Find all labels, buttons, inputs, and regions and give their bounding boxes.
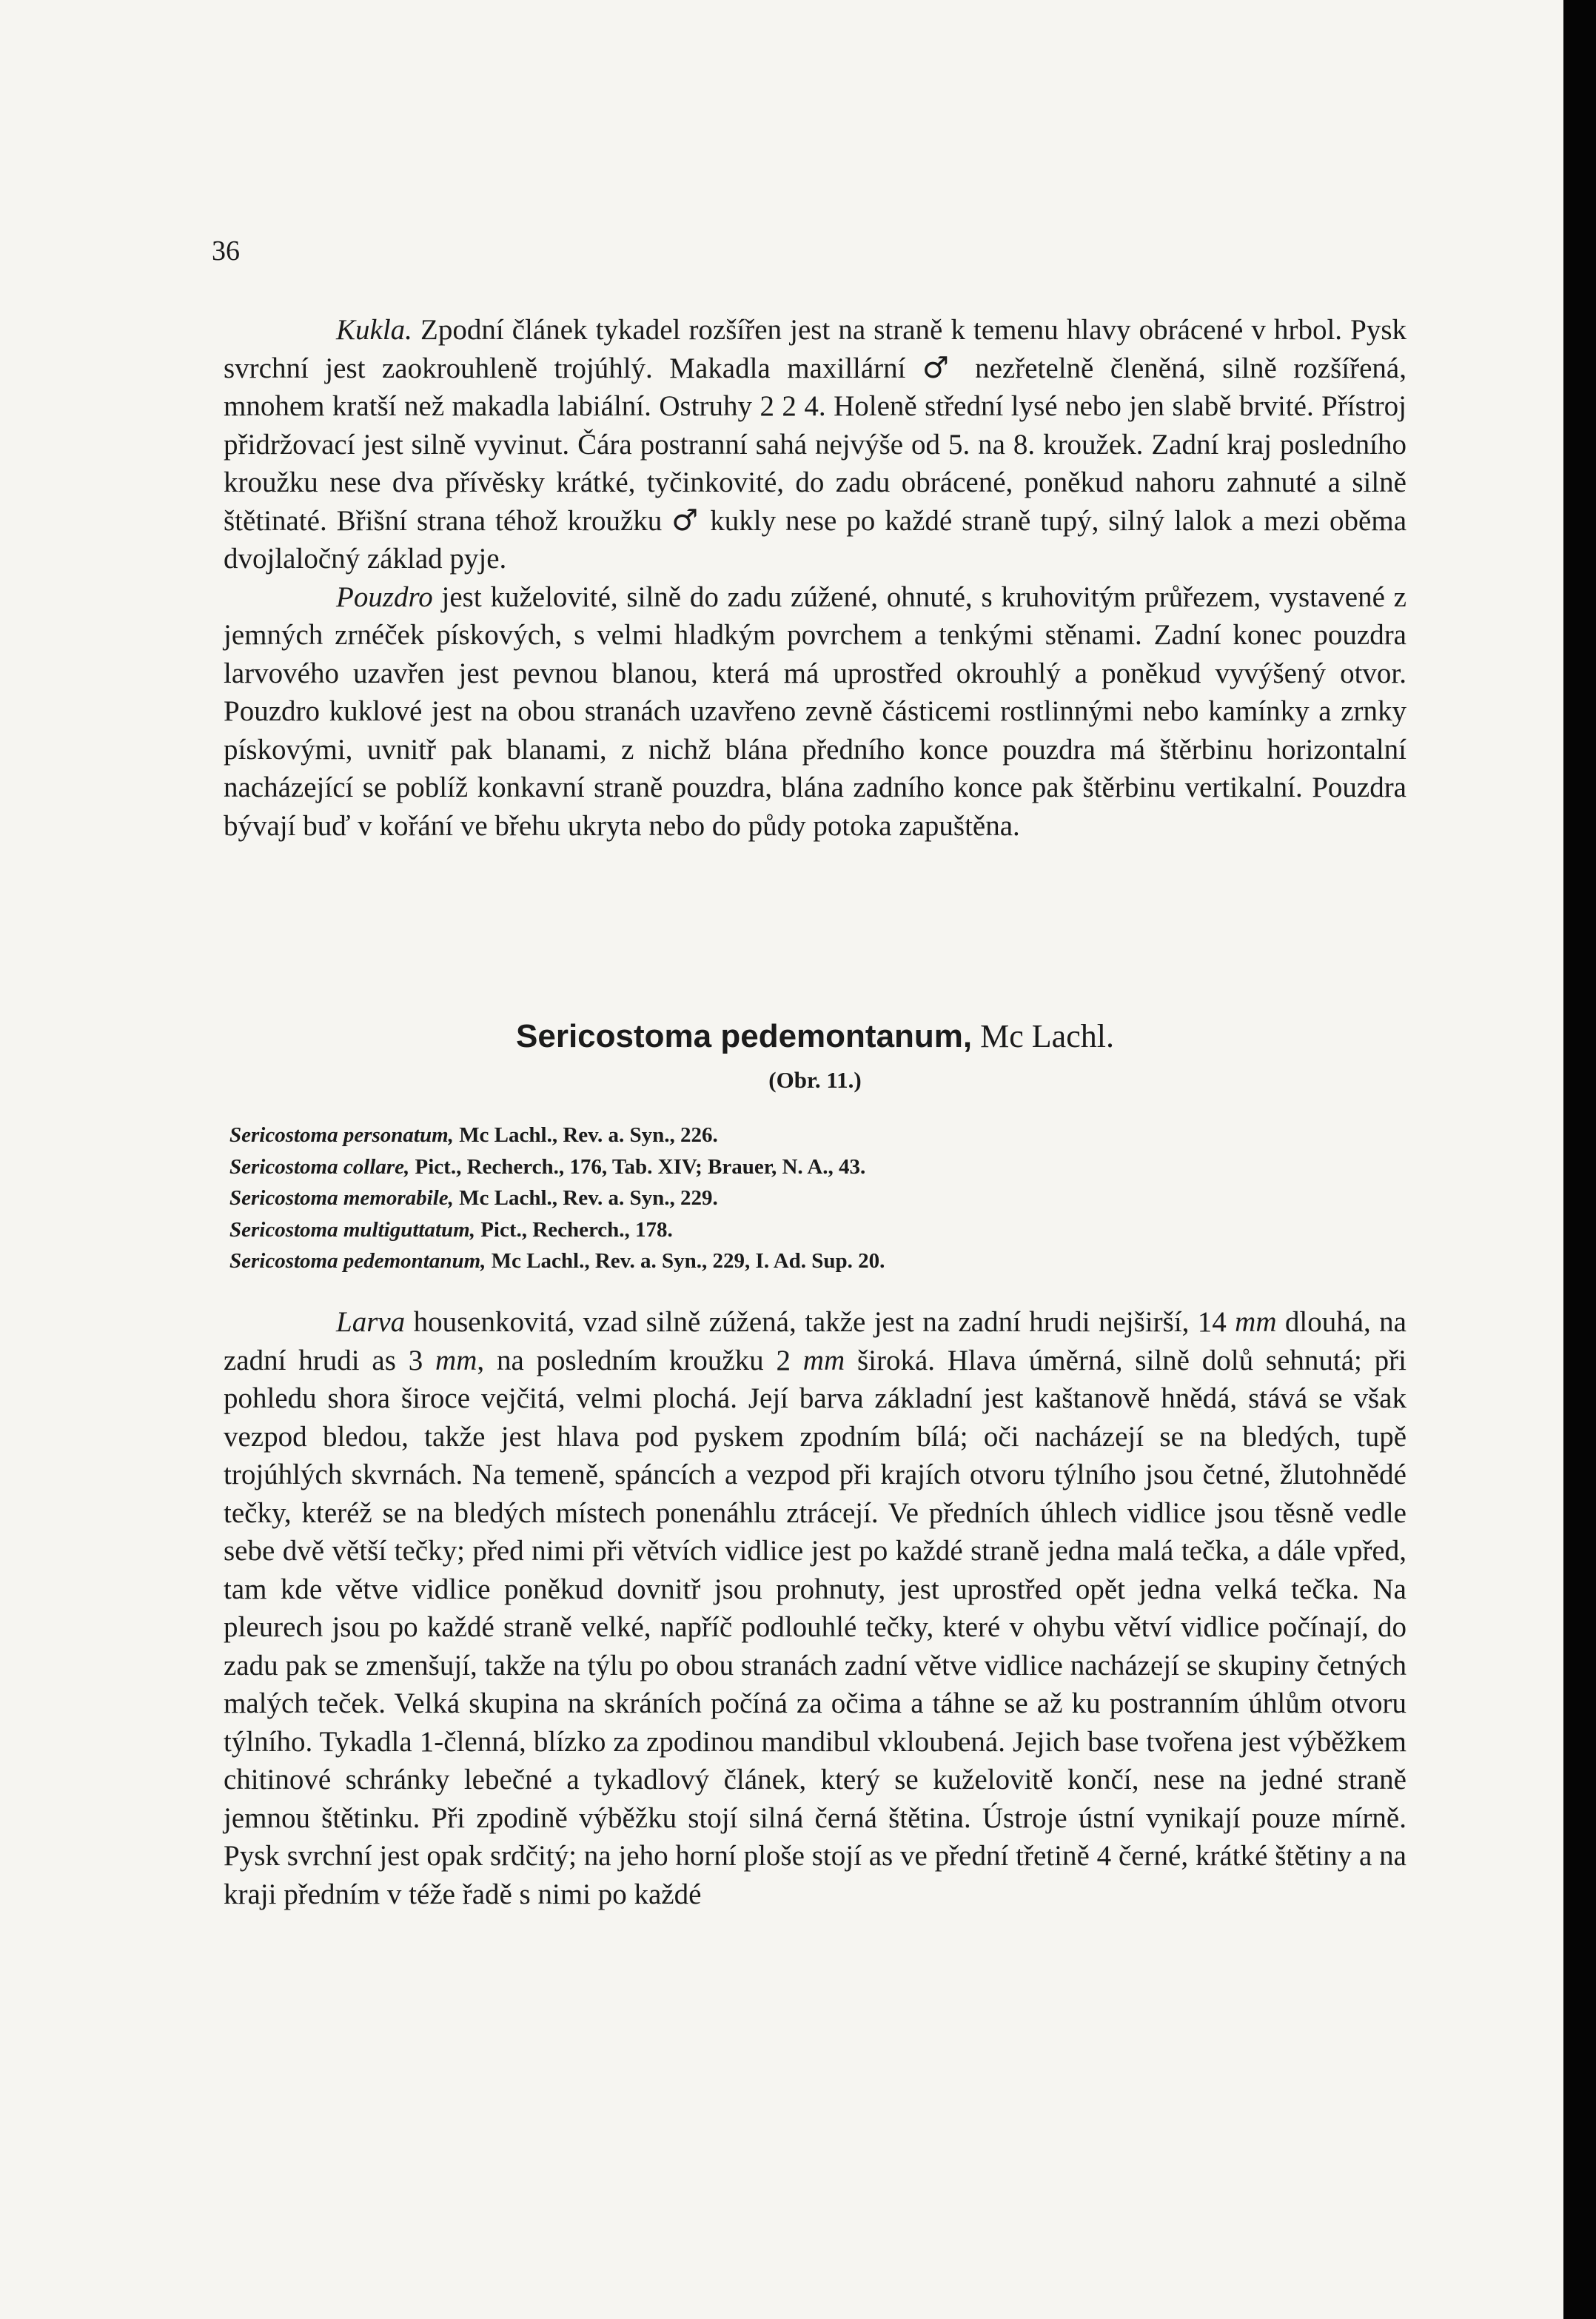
- kukla-text-3: kukly nese po každé straně tupý, silný lalok a mezi oběma dvojlaločný základ pyje.: [224, 504, 1407, 575]
- synonym-reference: Pict., Recherch., 178.: [475, 1217, 673, 1242]
- species-heading: [224, 1016, 1406, 1057]
- unit-mm: mm: [1235, 1306, 1277, 1338]
- synonym-entry: [229, 1182, 1384, 1214]
- synonym-list: [229, 1120, 1384, 1277]
- synonym-species: Sericostoma personatum,: [229, 1123, 454, 1147]
- species-name: Sericostoma pedemontanum,: [516, 1018, 973, 1054]
- larva-text-2: dlouhá, na zadní hrudi as 3: [224, 1306, 1406, 1376]
- synonym-species: Sericostoma memorabile,: [229, 1186, 454, 1210]
- synonym-entry: [229, 1120, 1384, 1151]
- unit-mm: mm: [802, 1344, 845, 1376]
- paragraph-kukla: [224, 311, 1406, 578]
- synonym-species: Sericostoma collare,: [229, 1154, 410, 1179]
- larva-text-4: široká. Hlava úměrná, silně dolů sehnutá; při pohledu shora široce vejčitá, velmi plochá. Její barva základní jest kaštanově hnědá, stává se však vezpod bledou, takže jest hlava pod pyskem zpodním bílá; oči nacházejí se na bledých, tupě trojúhlých skvrnách. Na temeně, spáncích a vezpod při krajích otvoru týlního jsou četné, žlutohnědé tečky, kteréž se na bledých místech ponenáhlu ztrácejí. Ve předních úhlech vidlice jsou těsně vedle sebe dvě větší tečky; před nimi při větvích vidlice jest po každé straně jedna malá tečka, a dále vpřed, tam kde větve vidlice poněkud dovnitř jsou prohnuty, jest uprostřed opět jedna velká tečka. Na pleurech jsou po každé straně velké, napříč podlouhlé tečky, které v ohybu větví vidlice počínají, do zadu pak se zmenšují, takže na týlu po obou stranách zadní větve vidlice nacházejí se skupiny četných malých teček. Velká skupina na skráních počíná za očima a táhne se až ku postranním úhlům otvoru týlního. Tykadla 1-členná, blízko za zpodinou mandibul vkloubená. Jejich base tvořena jest výběžkem chitinové schránky lebečné a tykadlový článek, který se kuželovitě končí, nese na jedné straně jemnou štětinku. Při zpodině výběžku stojí silná černá štětina. Ústroje ústní vynikají pouze mírně. Pysk svrchní jest opak srdčitý; na jeho horní ploše stojí as ve přední třetině 4 černé, krátké štětiny a na kraji předním v téže řadě s nimi po každé: [224, 1344, 1406, 1910]
- unit-mm: mm: [435, 1344, 477, 1376]
- male-symbol-icon: ♂: [922, 350, 959, 385]
- synonym-entry: [229, 1151, 1384, 1183]
- synonym-reference: Mc Lachl., Rev. a. Syn., 226.: [453, 1123, 718, 1147]
- pupa-and-case-section: [224, 311, 1406, 845]
- page-number: 36: [212, 235, 240, 267]
- kukla-text-1: Zpodní článek tykadel rozšířen jest na straně k temenu hlavy obrácené v hrbol. Pysk svrchní jest zaokrouhleně trojúhlý. Makadla maxillární: [224, 314, 1406, 384]
- synonym-entry: [229, 1245, 1384, 1277]
- larva-text-1: housenkovitá, vzad silně zúžená, takže jest na zadní hrudi nejširší, 14: [405, 1306, 1235, 1338]
- male-symbol-icon: ♂: [671, 503, 701, 538]
- kukla-text-2: nezřetelně členěná, silně rozšířená, mnohem kratší než makadla labiální. Ostruhy 2 2 4. Holeně střední lysé nebo jen slabě brvité. Přístroj přidržovací jest silně vyvinut. Čára postranní sahá nejvýše od 5. na 8. kroužek. Zadní kraj posledního kroužku nese dva přívěsky krátké, tyčinkovité, do zadu obrácené, poněkud nahoru zahnuté a silně štětinaté. Břišní strana téhož kroužku: [224, 352, 1406, 537]
- larva-text-3: , na posledním kroužku 2: [477, 1344, 803, 1376]
- synonym-reference: Mc Lachl., Rev. a. Syn., 229.: [453, 1186, 718, 1210]
- scan-edge-bar: [1563, 0, 1596, 2319]
- term-pouzdro: Pouzdro: [336, 580, 433, 613]
- paragraph-larva: [224, 1303, 1406, 1913]
- synonym-species: Sericostoma multiguttatum,: [229, 1217, 475, 1242]
- paragraph-pouzdro: [224, 578, 1406, 846]
- synonym-species: Sericostoma pedemontanum,: [229, 1249, 486, 1273]
- synonym-entry: [229, 1214, 1384, 1246]
- figure-reference: (Obr. 11.): [768, 1067, 862, 1093]
- pouzdro-text: jest kuželovité, silně do zadu zúžené, ohnuté, s kruhovitým průřezem, vystavené z jemných zrnéček pískových, s velmi hladkým povrchem a tenkými stěnami. Zadní konec pouzdra larvového uzavřen jest pevnou blanou, která má uprostřed okrouhlý a poněkud vyvýšený otvor. Pouzdro kuklové jest na obou stranách uzavřeno zevně částicemi rostlinnými nebo kamínky a zrnky pískovými, uvnitř pak blanami, z nichž blána předního konce pouzdra má štěrbinu horizontalní nacházející se poblíž konkavní straně pouzdra, blána zadního konce pak štěrbinu vertikalní. Pouzdra bývají buď v kořání ve břehu ukryta nebo do půdy potoka zapuštěna.: [224, 580, 1406, 842]
- synonym-reference: Mc Lachl., Rev. a. Syn., 229, I. Ad. Sup. 20.: [486, 1249, 885, 1273]
- term-kukla: Kukla.: [336, 314, 412, 346]
- synonym-reference: Pict., Recherch., 176, Tab. XIV; Brauer, N. A., 43.: [409, 1154, 866, 1179]
- larva-section: [224, 1303, 1406, 1913]
- term-larva: Larva: [336, 1306, 406, 1338]
- species-author: Mc Lachl.: [972, 1018, 1114, 1054]
